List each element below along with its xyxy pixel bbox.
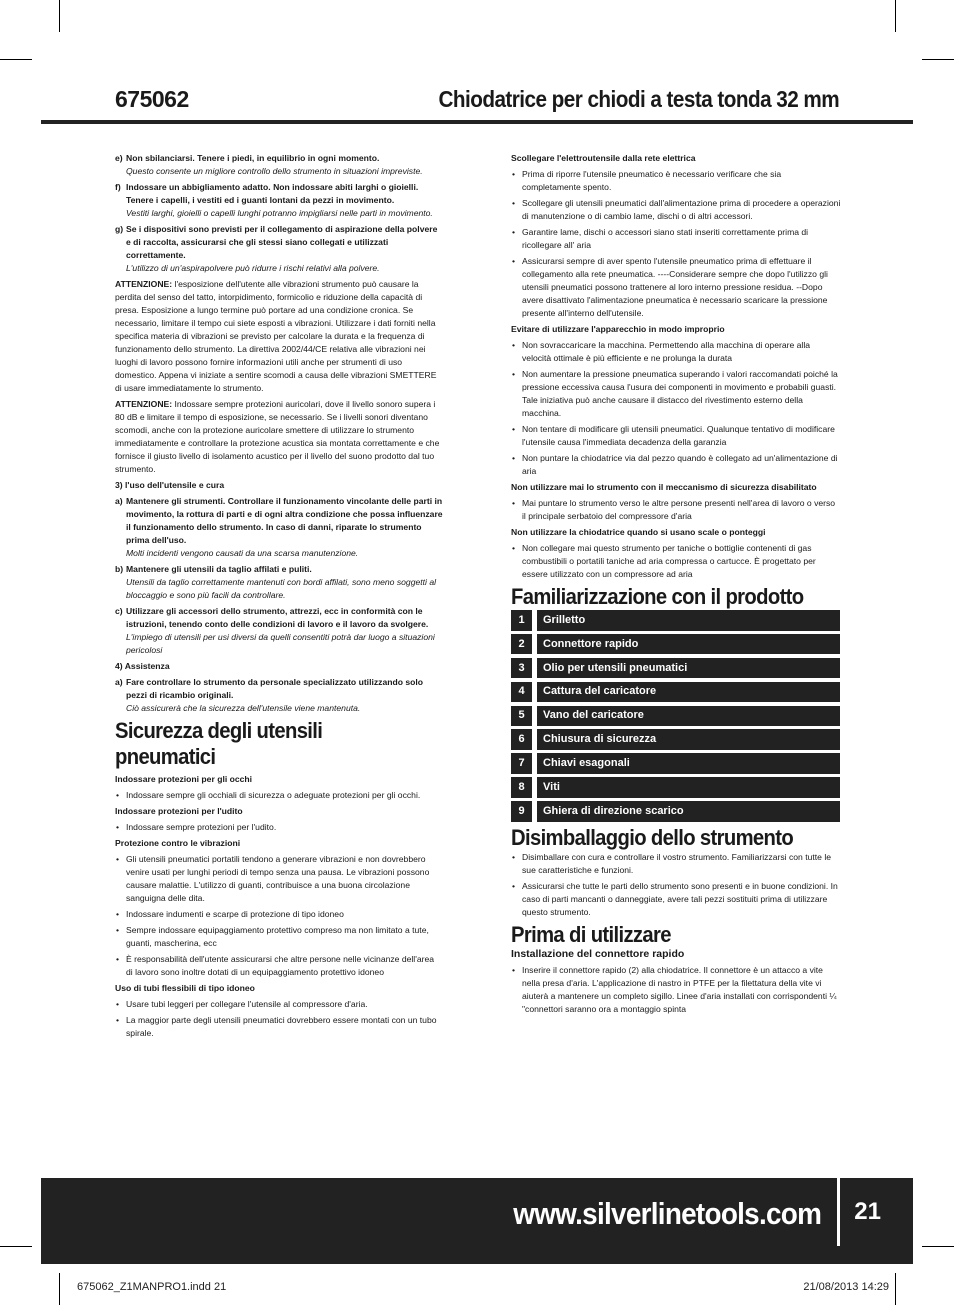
item-label: f) <box>115 182 121 192</box>
website-url[interactable]: www.silverlinetools.com <box>513 1196 821 1231</box>
part-number: 4 <box>511 682 532 703</box>
part-name: Grilletto <box>537 610 840 631</box>
bullet-item: • È responsabilità dell'utente assicurarsi che altre persone nelle vicinanze dell'area di lavoro sono inoltre dotati di un equipaggiamento protettivo idoneo <box>115 953 443 979</box>
heading-pneumatic-safety: Sicurezza degli utensili pneumatici <box>115 718 323 769</box>
crop-mark <box>922 1246 954 1247</box>
section-service: 4) Assistenza <box>115 661 170 671</box>
subheading: Scollegare l'elettroutensile dalla rete elettrica <box>511 153 696 163</box>
crop-mark <box>0 59 32 60</box>
item-note: Questo consente un migliore controllo dello strumento in situazioni impreviste. <box>126 166 423 176</box>
bullet-item: • Disimballare con cura e controllare il vostro strumento. Familiarizzarsi con tutte le sue caratteristiche e funzioni. <box>511 851 841 877</box>
item-note: L'utilizzo di un'aspirapolvere può ridurre i rischi relativi alla polvere. <box>126 263 380 273</box>
item-text: Fare controllare lo strumento da personale specializzato utilizzando solo pezzi di ricambio originali. <box>126 677 424 700</box>
part-number: 6 <box>511 729 532 750</box>
right-column <box>511 152 841 1019</box>
safety-item <box>115 605 443 657</box>
item-label: a) <box>115 677 123 687</box>
safety-item <box>115 152 443 178</box>
page-title: Chiodatrice per chiodi a testa tonda 32 mm <box>438 86 839 112</box>
part-number: 8 <box>511 777 532 798</box>
bullet-list <box>511 851 841 919</box>
part-number: 2 <box>511 634 532 655</box>
part-name: Ghiera di direzione scarico <box>537 801 840 822</box>
attention-text: l'esposizione dell'utente alle vibrazioni strumento può causare la perdita del senso del tatto, intorpidimento, formicolio e riduzione della capacità di presa. Esposizione a lungo termine può portare ad una condizione cronica. Se necessario, limitare il tempo cui siete esposti a vibrazioni. Utilizzare i dati forniti nella specifica materia di vibrazioni se previsto per calcolare la durata e la frequenza di funzionamento dello strumento. La direttiva 2002/44/CE relativa alle vibrazioni nei luoghi di lavoro possono fornire informazioni utili anche per strumenti di uso domestico. Appena vi iniziate a sentire scomodi a causa delle vibrazioni SMETTERE di usare immediatamente lo strumento. <box>115 279 437 393</box>
part-number: 3 <box>511 658 532 679</box>
heading-unpacking: Disimballaggio dello strumento <box>511 825 794 851</box>
bullet-item: • Gli utensili pneumatici portatili tendono a generare vibrazioni e non dovrebbero venire usati per lunghi periodi di tempo senza una pausa. Le vibrazioni possono causare malattie. L'utilizzo di guanti, contribuisce a una buona circolazione sanguigna delle dita. <box>115 853 443 905</box>
item-text: Mantenere gli utensili da taglio affilati e puliti. <box>126 564 312 574</box>
bullet-item: • Prima di riporre l'utensile pneumatico è necessario verificare che sia completamente spento. <box>511 168 841 194</box>
item-label: a) <box>115 496 123 506</box>
crop-mark <box>895 0 896 32</box>
bullet-item: • Sempre indossare equipaggiamento protettivo compreso ma non limitato a tute, guanti, mascherina, ecc <box>115 924 443 950</box>
crop-mark <box>59 1273 60 1305</box>
item-text: Indossare un abbigliamento adatto. Non indossare abiti larghi o gioielli. Tenere i capelli, i vestiti ed i guanti lontani da pezzi in movimento. <box>126 182 419 205</box>
bullet-list <box>511 339 841 478</box>
safety-item <box>115 676 443 715</box>
heading-product-familiarization: Familiarizzazione con il prodotto <box>511 584 804 609</box>
part-name: Vano del caricatore <box>537 706 840 727</box>
item-note: Molti incidenti vengono causati da una scarsa manutenzione. <box>126 548 359 558</box>
page-number: 21 <box>854 1198 881 1225</box>
product-code: 675062 <box>115 86 189 112</box>
part-name: Chiavi esagonali <box>537 753 840 774</box>
part-number: 9 <box>511 801 532 822</box>
attention-noise <box>115 398 443 476</box>
subheading: Protezione contro le vibrazioni <box>115 838 241 848</box>
crop-mark <box>922 59 954 60</box>
bullet-list <box>115 853 443 979</box>
parts-list <box>511 610 840 822</box>
part-name: Olio per utensili pneumatici <box>537 658 840 679</box>
subheading: Non utilizzare mai lo strumento con il meccanismo di sicurezza disabilitato <box>511 482 817 492</box>
bullet-item: • Non collegare mai questo strumento per taniche o bottiglie contenenti di gas combustibili o portatili taniche ad aria compressa o cartucce. È progettato per essere utilizzato con un compressore ad aria <box>511 542 841 581</box>
bullet-item: • Indossare indumenti e scarpe di protezione di tipo idoneo <box>115 908 443 921</box>
bullet-item: • Indossare sempre protezioni per l'udito. <box>115 821 443 834</box>
item-label: c) <box>115 606 123 616</box>
bullet-list <box>115 998 443 1040</box>
part-name: Chiusura di sicurezza <box>537 729 840 750</box>
file-slug: 675062_Z1MANPRO1.indd 21 <box>77 1281 227 1293</box>
bullet-list <box>115 789 443 802</box>
safety-item <box>115 223 443 275</box>
section-use-care: 3) l'uso dell'utensile e cura <box>115 480 225 490</box>
bullet-item: • Non aumentare la pressione pneumatica superando i valori raccomandati poiché la pressione eccessiva causa l'usura dei componenti in movimento e probabili guasti. Tale iniziativa può anche causare il distacco del rivestimento esterno della macchina. <box>511 368 841 420</box>
part-row <box>511 658 840 679</box>
part-row <box>511 706 840 727</box>
subheading: Installazione del connettore rapido <box>511 948 685 961</box>
item-text: Non sbilanciarsi. Tenere i piedi, in equilibrio in ogni momento. <box>126 153 380 163</box>
item-note: L'impiego di utensili per usi diversi da quelli consentiti potrà dar luogo a situazioni pericolosi <box>126 632 435 655</box>
crop-mark <box>59 0 60 32</box>
bullet-item: • Garantire lame, dischi o accessori siano stati inseriti correttamente prima di ricollegare all' aria <box>511 226 841 252</box>
left-column <box>115 152 443 1043</box>
item-label: b) <box>115 564 124 574</box>
part-name: Cattura del caricatore <box>537 682 840 703</box>
item-note: Vestiti larghi, gioielli o capelli lunghi potranno impigliarsi nelle parti in movimento. <box>126 208 433 218</box>
part-name: Viti <box>537 777 840 798</box>
item-note: Ciò assicurerà che la sicurezza dell'utensile viene mantenuta. <box>126 703 361 713</box>
safety-items-mid <box>115 495 443 657</box>
bullet-item: • Non puntare la chiodatrice via dal pezzo quando è collegato ad un'alimentazione di aria <box>511 452 841 478</box>
part-number: 1 <box>511 610 532 631</box>
attention-text: Indossare sempre protezioni auricolari, dove il livello sonoro supera i 80 dB e limitare il tempo di esposizione, se necessario. Se i livelli sonori diventano scomodi, anche con la protezione auricolare smettere di utilizzare lo strumento immediatamente e controllare la protezione acustica sia montata correttamente e che fornisce il giusto livello di isolamento acustico per il livello del suono prodotto dal tuo strumento. <box>115 399 440 474</box>
part-row <box>511 682 840 703</box>
item-label: g) <box>115 224 124 234</box>
safety-item <box>115 181 443 220</box>
part-row <box>511 729 840 750</box>
part-name: Connettore rapido <box>537 634 840 655</box>
safety-item <box>115 495 443 560</box>
heading-before-use: Prima di utilizzare <box>511 922 671 948</box>
part-number: 5 <box>511 706 532 727</box>
subheading: Non utilizzare la chiodatrice quando si usano scale o ponteggi <box>511 527 766 537</box>
bullet-list <box>115 821 443 834</box>
part-row <box>511 634 840 655</box>
bullet-list <box>511 964 841 1016</box>
footer-bar <box>41 1178 913 1264</box>
subheading: Indossare protezioni per l'udito <box>115 806 243 816</box>
item-label: e) <box>115 153 123 163</box>
crop-mark <box>895 1273 896 1305</box>
item-text: Se i dispositivi sono previsti per il collegamento di aspirazione della polvere e di raccolta, assicurarsi che gli stessi siano collegati e utilizzati correttamente. <box>126 224 438 260</box>
bullet-item: • Assicurarsi sempre di aver spento l'utensile pneumatico prima di effettuare il collegamento alla rete pneumatica. ----Considerare sempre che dopo l'utilizzo gli utensili pneumatici possono trattenere al loro interno pressione residua. --Dopo avere disattivato l'alimentazione pneumatica è necessario scaricare la pressione presente all'interno dell'utensile. <box>511 255 841 320</box>
part-row <box>511 610 840 631</box>
header-rule <box>41 120 913 124</box>
subheading: Indossare protezioni per gli occhi <box>115 774 253 784</box>
bullet-item: • Non sovraccaricare la macchina. Permettendo alla macchina di operare alla velocità ottimale è più efficiente e ne prolunga la durata <box>511 339 841 365</box>
item-text: Mantenere gli strumenti. Controllare il funzionamento vincolante delle parti in movimento, la rottura di parti e di ogni altra condizione che possa influenzare il funzionamento dello strumento. In caso di danni, riparate lo strumento prima dell'uso. <box>126 496 443 545</box>
bullet-list <box>511 168 841 320</box>
subheading: Uso di tubi flessibili di tipo idoneo <box>115 983 255 993</box>
bullet-list <box>511 497 841 523</box>
bullet-item: • La maggior parte degli utensili pneumatici dovrebbero essere montati con un tubo spirale. <box>115 1014 443 1040</box>
bullet-item: • Assicurarsi che tutte le parti dello strumento sono presenti e in buone condizioni. In caso di parti mancanti o danneggiate, avere tali pezzi sostituiti prima di utilizzare questo strumento. <box>511 880 841 919</box>
bullet-list <box>511 542 841 581</box>
item-text: Utilizzare gli accessori dello strumento, attrezzi, ecc in conformità con le istruzioni, tenendo conto delle condizioni di lavoro e il lavoro da svolgere. <box>126 606 429 629</box>
part-row <box>511 777 840 798</box>
bullet-item: • Indossare sempre gli occhiali di sicurezza o adeguate protezioni per gli occhi. <box>115 789 443 802</box>
part-row <box>511 753 840 774</box>
attention-label: ATTENZIONE: <box>115 279 173 289</box>
attention-label: ATTENZIONE: <box>115 399 173 409</box>
safety-items-top <box>115 152 443 275</box>
date-slug: 21/08/2013 14:29 <box>803 1281 889 1293</box>
attention-vibration <box>115 278 443 395</box>
bullet-item: • Scollegare gli utensili pneumatici dall'alimentazione prima di procedere a operazioni di manutenzione o di cambio lame, dischi o di altri accessori. <box>511 197 841 223</box>
item-note: Utensili da taglio correttamente mantenuti con bordi affilati, sono meno soggetti al bloccaggio e sono più facili da controllare. <box>126 577 437 600</box>
safety-items-bot <box>115 676 443 715</box>
bullet-item: • Usare tubi leggeri per collegare l'utensile al compressore d'aria. <box>115 998 443 1011</box>
part-number: 7 <box>511 753 532 774</box>
bullet-item: • Mai puntare lo strumento verso le altre persone presenti nell'area di lavoro o verso il principale serbatoio del compressore d'aria <box>511 497 841 523</box>
footer-divider <box>837 1178 840 1246</box>
part-row <box>511 801 840 822</box>
subheading: Evitare di utilizzare l'apparecchio in modo improprio <box>511 324 725 334</box>
safety-item <box>115 563 443 602</box>
bullet-item: • Inserire il connettore rapido (2) alla chiodatrice. Il connettore è un attacco a vite nella presa d'aria. L'applicazione di nastro in PTFE per la filettatura della vite vi aiuterà a mantenere un completo sigillo. Linee d'aria installati con corrispondenti ¼ "connettori saranno ora a montaggio spinta <box>511 964 841 1016</box>
bullet-item: • Non tentare di modificare gli utensili pneumatici. Qualunque tentativo di modificare l'utensile causa l'immediata decadenza della garanzia <box>511 423 841 449</box>
crop-mark <box>0 1246 32 1247</box>
